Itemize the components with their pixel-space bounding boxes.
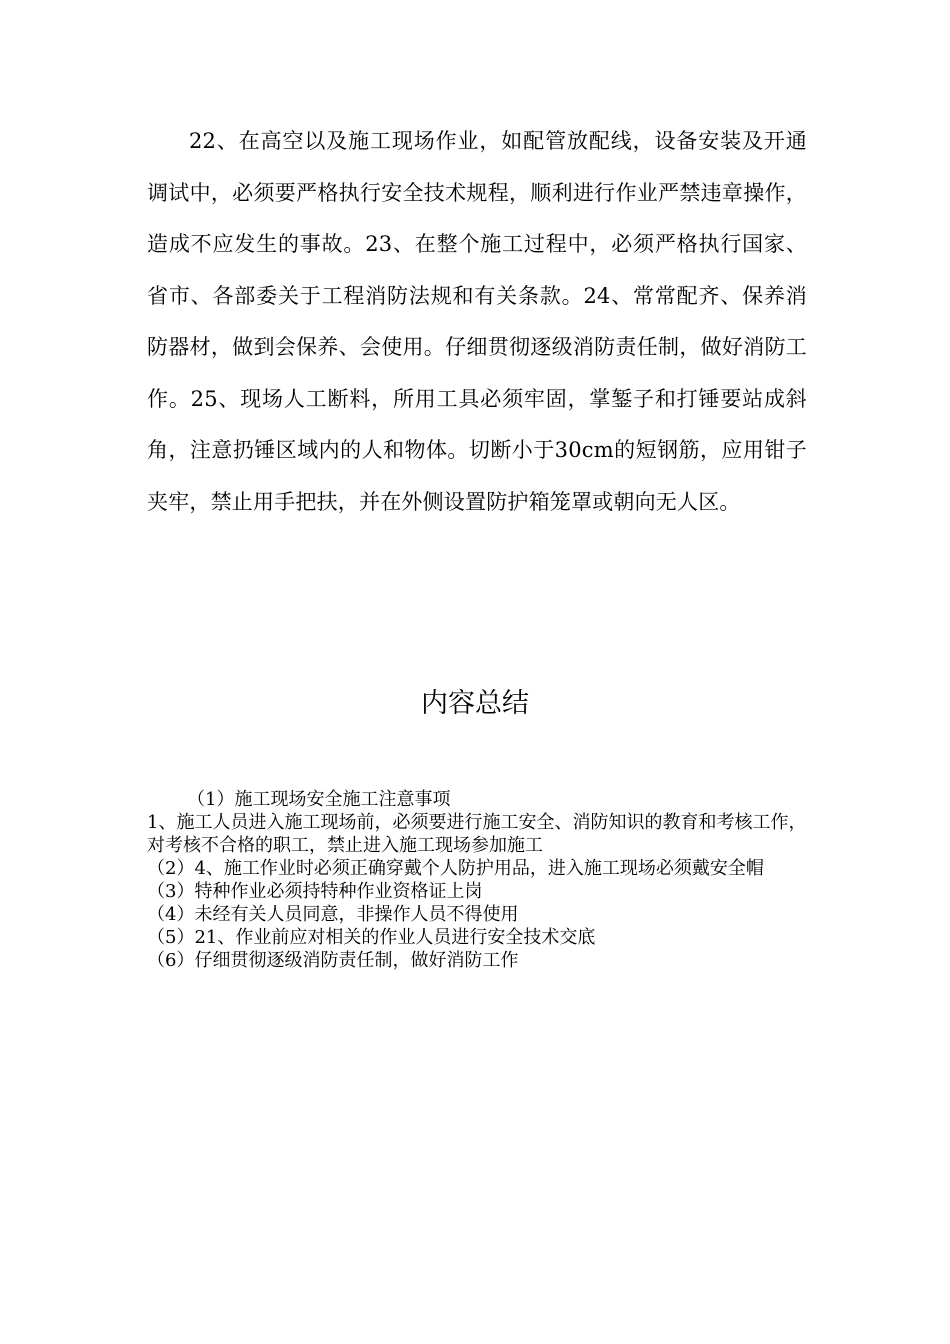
summary-list: [147, 788, 807, 972]
summary-title: 内容总结: [421, 688, 529, 719]
summary-item: （1）施工现场安全施工注意事项: [187, 789, 451, 810]
summary-item: （3）特种作业必须持特种作业资格证上岗: [147, 881, 483, 902]
summary-item: （2）4、施工作业时必须正确穿戴个人防护用品，进入施工现场必须戴安全帽: [147, 858, 764, 879]
summary-item: （5）21、作业前应对相关的作业人员进行安全技术交底: [147, 927, 596, 948]
summary-item: （6）仔细贯彻逐级消防责任制，做好消防工作: [147, 950, 519, 971]
summary-item: 1、施工人员进入施工现场前，必须要进行施工安全、消防知识的教育和考核工作，对考核不合格的职工，禁止进入施工现场参加施工: [147, 812, 807, 856]
summary-item: （4）未经有关人员同意，非操作人员不得使用: [147, 904, 519, 925]
body-paragraph: 22、在高空以及施工现场作业，如配管放配线，设备安装及开通调试中，必须要严格执行安全技术规程，顺利进行作业严禁违章操作，造成不应发生的事故。23、在整个施工过程中，必须严格执行国家、省市、各部委关于工程消防法规和有关条款。24、常常配齐、保养消防器材，做到会保养、会使用。仔细贯彻逐级消防责任制，做好消防工作。25、现场人工断料，所用工具必须牢固，掌錾子和打锤要站成斜角，注意扔锤区域内的人和物体。切断小于30cm的短钢筋，应用钳子夹牢，禁止用手把扶，并在外侧设置防护箱笼罩或朝向无人区。: [147, 129, 807, 514]
